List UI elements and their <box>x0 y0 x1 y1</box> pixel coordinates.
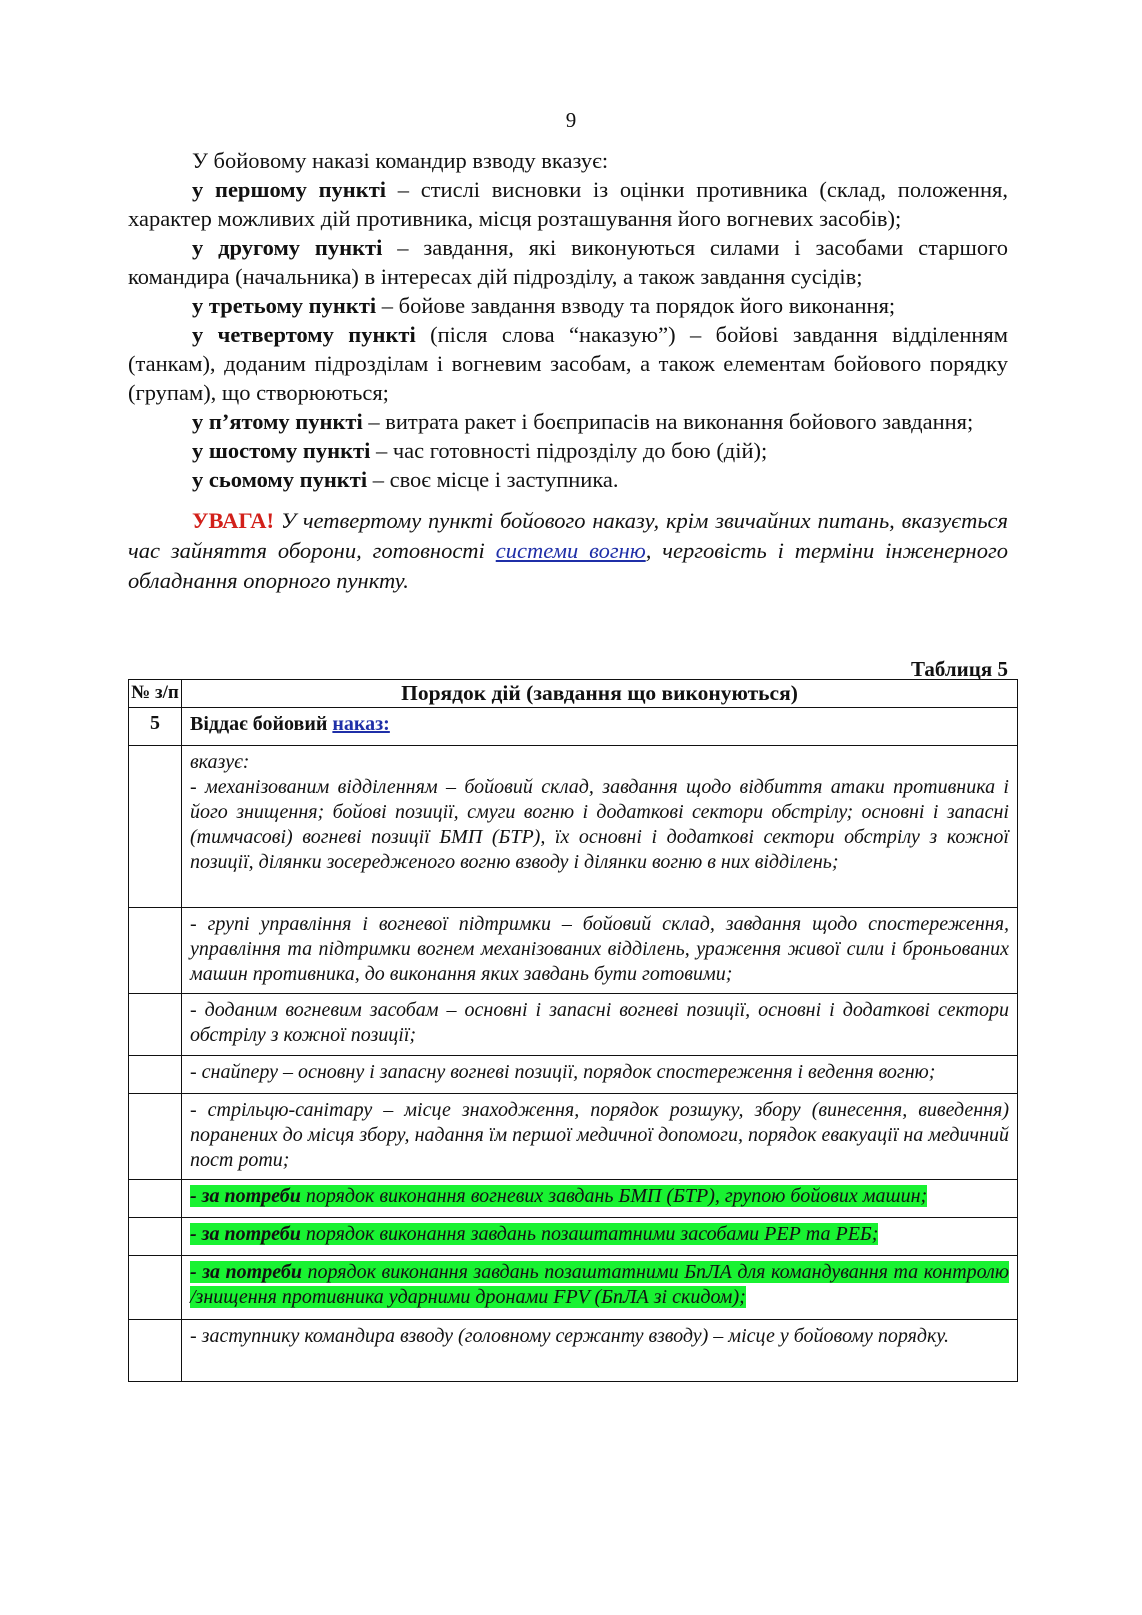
highlight-bold: - за потреби <box>190 1223 301 1245</box>
point-title: у третьому пункті <box>192 293 377 318</box>
point-text: – витрата ракет і боєприпасів на виконання бойового завдання; <box>362 409 974 434</box>
table-row <box>129 708 1018 746</box>
row-text: - заступнику командира взводу (головному сержанту взводу) – місце у бойовому порядку. <box>182 1320 1018 1382</box>
table-row <box>129 1056 1018 1094</box>
row-title <box>182 708 1018 746</box>
row-text <box>182 746 1018 908</box>
point-title: у четвертому пункті <box>192 322 416 347</box>
row-text: - стрільцю-санітару – місце знаходження, порядок розшуку, збору (винесення, виведення) поранених до місця збору, надання їм першої медичної допомоги, порядок евакуації на медичний пост роти; <box>182 1094 1018 1180</box>
row-text-highlighted <box>182 1218 1018 1256</box>
point-text: – час готовності підрозділу до бою (дій); <box>370 438 768 463</box>
highlighted-text <box>190 1223 878 1245</box>
table-row <box>129 1180 1018 1218</box>
row-text: - групі управління і вогневої підтримки – бойовий склад, завдання щодо спостереження, управління та підтримки вогнем механізованих відділень, ураження живої сили і броньованих машин противника, до виконання яких завдань бути готовими; <box>182 908 1018 994</box>
attention-label: УВАГА! <box>192 508 274 533</box>
point-paragraph <box>128 465 1008 494</box>
point-text: – своє місце і заступника. <box>367 467 619 492</box>
intro-paragraph: У бойовому наказі командир взводу вказує: <box>192 148 609 173</box>
point-text: – стислі висновки із оцінки противника (склад, положення, характер можливих дій противника, місця розташування його вогневих засобів); <box>128 177 1008 231</box>
table-row <box>129 994 1018 1056</box>
highlight-bold: - за потреби <box>190 1261 302 1283</box>
page-number: 9 <box>565 108 577 132</box>
row-number-empty <box>129 1056 182 1094</box>
row-number-empty <box>129 1256 182 1320</box>
attention-paragraph <box>128 506 1008 596</box>
point-title: у другому пункті <box>192 235 383 260</box>
attention-text-end: , черговість і терміни інженерного обладнання опорного пункту. <box>128 538 1008 593</box>
table-header-row <box>129 680 1018 708</box>
header-number: № з/п <box>129 680 182 708</box>
actions-table <box>128 679 1018 1382</box>
row-line: - механізованим відділенням – бойовий склад, завдання щодо відбиття атаки противника і його знищення; бойові позиції, смуги вогню і додаткові сектори обстрілу; основні і запасні (тимчасові) вогневі позиції БМП (БТР), їх основні і додаткові сектори обстрілу з кожної позиції, ділянки зосередженого вогню взводу і ділянки вогню в них відділень; <box>190 776 1009 873</box>
point-text: – бойове завдання взводу та порядок його виконання; <box>376 293 896 318</box>
row-text-highlighted <box>182 1180 1018 1218</box>
table-row <box>129 908 1018 994</box>
header-title: Порядок дій (завдання що виконуються) <box>182 680 1018 708</box>
highlighted-text <box>190 1261 1009 1308</box>
point-paragraph <box>128 291 1008 320</box>
row-number: 5 <box>129 708 182 746</box>
highlight-body: порядок виконання вогневих завдань БМП (БТР), групою бойових машин; <box>300 1185 928 1207</box>
row-title-text: Віддає бойовий <box>190 713 333 735</box>
document-body <box>128 146 1008 596</box>
row-number-empty <box>129 908 182 994</box>
point-title: у шостому пункті <box>192 438 371 463</box>
row-number-empty <box>129 1180 182 1218</box>
row-number-empty <box>129 746 182 908</box>
highlight-bold: - за потреби <box>190 1185 301 1207</box>
fire-system-link[interactable]: системи вогню <box>495 538 646 563</box>
highlight-body: порядок виконання завдань позаштатними БпЛА для командування та контролю /знищення противника ударними дронами FPV (БпЛА зі скидом); <box>190 1261 1010 1308</box>
table-row <box>129 1218 1018 1256</box>
point-title: у п’ятому пункті <box>192 409 363 434</box>
point-paragraph <box>128 320 1008 407</box>
point-paragraph <box>128 233 1008 291</box>
highlight-body: порядок виконання завдань позаштатними засобами РЕР та РЕБ; <box>300 1223 879 1245</box>
table-row <box>129 1320 1018 1382</box>
row-number-empty <box>129 1094 182 1180</box>
table-row <box>129 1094 1018 1180</box>
row-text-highlighted <box>182 1256 1018 1320</box>
row-text: - доданим вогневим засобам – основні і запасні вогневі позиції, основні і додаткові сектори обстрілу з кожної позиції; <box>182 994 1018 1056</box>
table-row <box>129 1256 1018 1320</box>
highlighted-text <box>190 1185 927 1207</box>
row-number-empty <box>129 994 182 1056</box>
point-paragraph <box>128 175 1008 233</box>
point-title: у сьомому пункті <box>192 467 368 492</box>
point-paragraph <box>128 407 1008 436</box>
attention-text: У четвертому пункті бойового наказу, крім звичайних питань, вказується час зайняття оборони, готовності <box>128 508 1008 563</box>
table-row <box>129 746 1018 908</box>
point-text: (після слова “наказую”) – бойові завдання відділенням (танкам), доданим підрозділам і вогневим засобам, а також елементам бойового порядку (групам), що створюються; <box>128 322 1009 405</box>
table-caption: Таблиця 5 <box>910 657 1008 681</box>
row-number-empty <box>129 1218 182 1256</box>
point-paragraph <box>128 436 1008 465</box>
point-text: – завдання, які виконуються силами і засобами старшого командира (начальника) в інтересах дій підрозділу, а також завдання сусідів; <box>128 235 1008 289</box>
row-number-empty <box>129 1320 182 1382</box>
row-line: вказує: <box>190 751 250 773</box>
point-title: у першому пункті <box>192 177 387 202</box>
order-link[interactable]: наказ: <box>332 713 390 735</box>
row-text: - снайперу – основну і запасну вогневі позиції, порядок спостереження і ведення вогню; <box>182 1056 1018 1094</box>
